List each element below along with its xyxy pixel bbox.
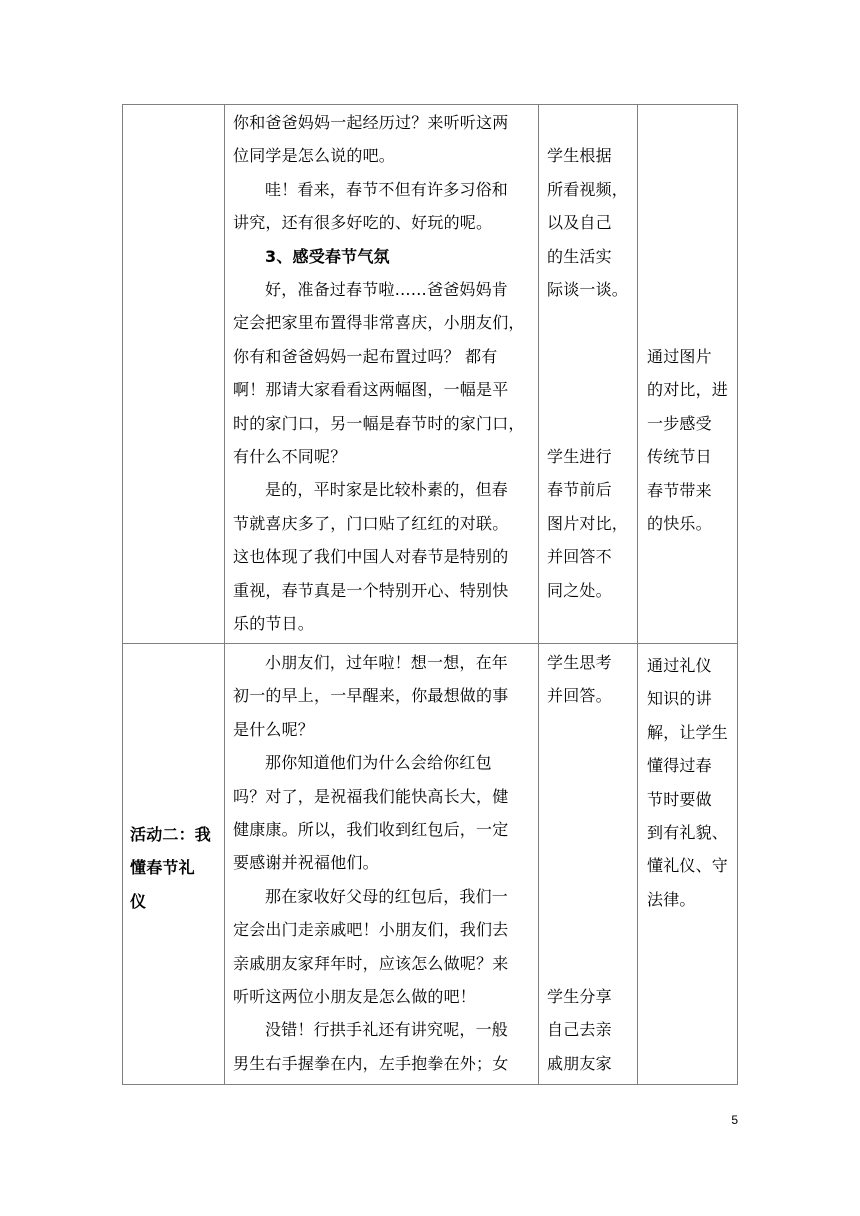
- student-activity-text: 学生根据 所看视频， 以及自己 的生活实 际谈一谈。: [547, 146, 629, 300]
- page-number: 5: [731, 1113, 738, 1127]
- content-paragraph: 那在家收好父母的红包后，我们一 定会出门走亲戚吧！小朋友们，我们去 亲戚朋友家拜年时，应该怎么做呢？来 听听这两位小朋友是怎么做的吧！: [233, 886, 509, 1007]
- content-paragraph: 你和爸爸妈妈一起经历过？来听听这两 位同学是怎么说的吧。: [233, 113, 509, 166]
- content-paragraph: 小朋友们，过年啦！想一想，在年 初一的早上，一早醒来，你最想做的事 是什么呢？: [233, 653, 509, 739]
- student-activity-text: 学生思考 并回答。: [547, 653, 612, 706]
- teaching-content-cell: [233, 646, 531, 1080]
- design-intent-text: 通过礼仪 知识的讲 解，让学生 懂得过春 节时要做 到有礼貌、 懂礼仪、守 法律。: [647, 656, 729, 909]
- content-paragraph: 那你知道他们为什么会给你红包 吗？对了，是祝福我们能快高长大，健 健康康。所以，我们收到红包后，一定 要感谢并祝福他们。: [233, 753, 509, 873]
- content-paragraph: 好，准备过春节啦……爸爸妈妈肯 定会把家里布置得非常喜庆，小朋友们， 你有和爸爸妈妈一起布置过吗？ 都有 啊！那请大家看看这两幅图，一幅是平 时的家门口，另一幅是春节时的家门口， 有什么不同呢？: [233, 280, 525, 467]
- section-heading: 3、感受春节气氛: [265, 246, 390, 266]
- teaching-content-cell: [233, 106, 531, 641]
- student-activity-cell: [547, 646, 631, 1080]
- activity-label-cell: 活动二：我 懂春节礼 仪: [130, 825, 212, 911]
- design-intent-cell: [647, 106, 731, 540]
- design-intent-text: 通过图片 的对比，进 一步感受 传统节日 春节带来 的快乐。: [647, 347, 729, 534]
- student-activity-text: 学生分享 自己去亲 戚朋友家: [547, 986, 612, 1073]
- content-paragraph: 哇！看来，春节不但有许多习俗和 讲究，还有很多好吃的、好玩的呢。: [233, 179, 509, 233]
- student-activity-text: 学生进行 春节前后 图片对比， 并回答不 同之处。: [547, 446, 629, 600]
- student-activity-cell: [547, 106, 631, 607]
- design-intent-cell: [647, 649, 731, 916]
- content-paragraph: 没错！行拱手礼还有讲究呢，一般 男生右手握拳在内，左手抱拳在外；女: [233, 1020, 509, 1073]
- content-paragraph: 是的，平时家是比较朴素的，但春 节就喜庆多了，门口贴了红红的对联。 这也体现了我们中国人对春节是特别的 重视，春节真是一个特别开心、特别快 乐的节日。: [233, 480, 509, 634]
